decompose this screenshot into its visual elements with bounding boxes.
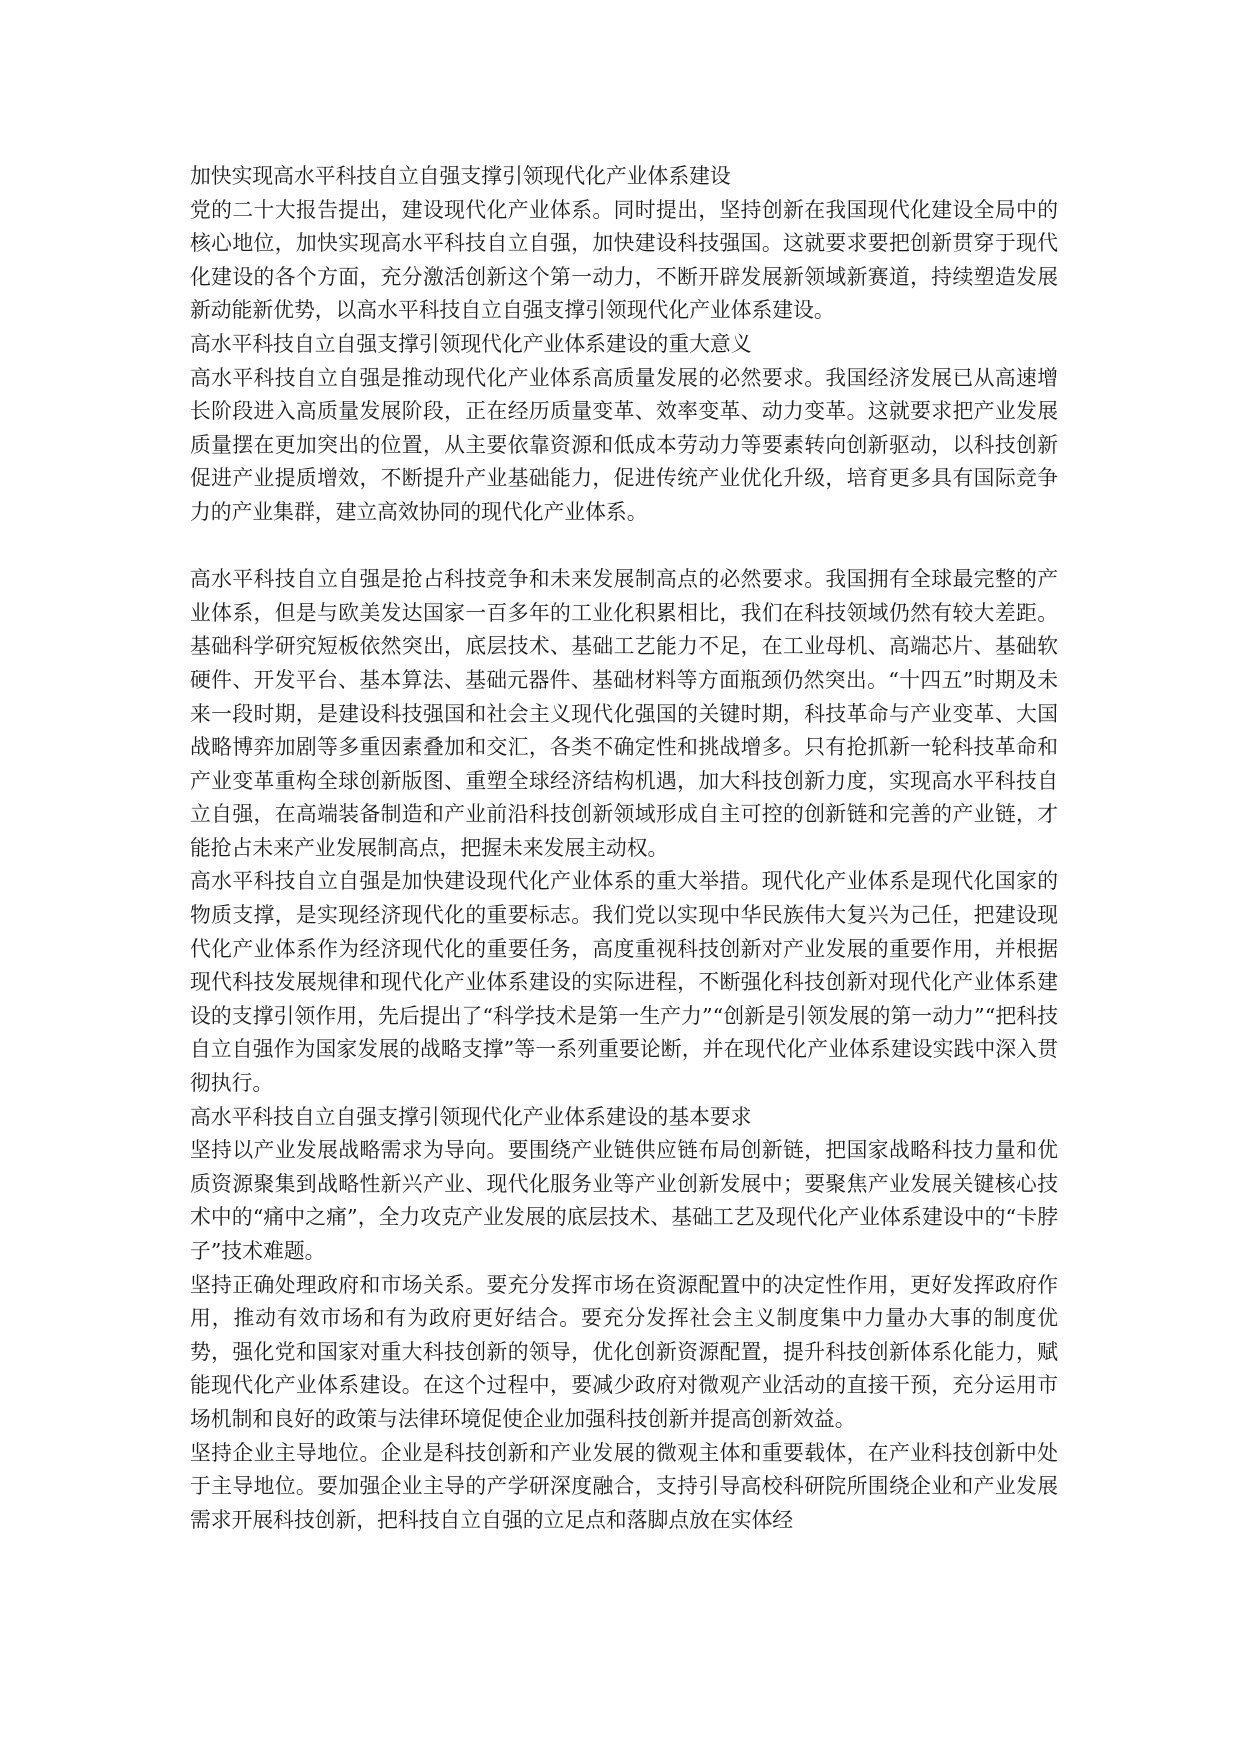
section-heading-significance: 高水平科技自立自强支撑引领现代化产业体系建设的重大意义 [190, 331, 752, 356]
intro-paragraph: 党的二十大报告提出，建设现代化产业体系。同时提出，坚持创新在我国现代化建设全局中的核心地位，加快实现高水平科技自立自强，加快建设科技强国。这就要求要把创新贯穿于现代化建设的各个方面，充分激活创新这个第一动力，不断开辟发展新领域新赛道，持续塑造发展新动能新优势，以高水平科技自立自强支撑引领现代化产业体系建设。 [190, 197, 1058, 323]
body-paragraph: 坚持企业主导地位。企业是科技创新和产业发展的微观主体和重要载体，在产业科技创新中处于主导地位。要加强企业主导的产学研深度融合，支持引导高校科研院所围绕企业和产业发展需求开展科技创新，把科技自立自强的立足点和落脚点放在实体经 [190, 1440, 1058, 1532]
document-page [190, 160, 1058, 1537]
section-heading-requirements: 高水平科技自立自强支撑引领现代化产业体系建设的基本要求 [190, 1104, 752, 1129]
body-paragraph: 坚持以产业发展战略需求为导向。要围绕产业链供应链布局创新链，把国家战略科技力量和优质资源聚集到战略性新兴产业、现代化服务业等产业创新发展中；要聚焦产业发展关键核心技术中的“痛中之痛”，全力攻克产业发展的底层技术、基础工艺及现代化产业体系建设中的“卡脖子”技术难题。 [190, 1138, 1058, 1263]
body-paragraph: 高水平科技自立自强是推动现代化产业体系高质量发展的必然要求。我国经济发展已从高速增长阶段进入高质量发展阶段，正在经历质量变革、效率变革、动力变革。这就要求把产业发展质量摆在更加突出的位置，从主要依靠资源和低成本劳动力等要素转向创新驱动，以科技创新促进产业提质增效，不断提升产业基础能力，促进传统产业优化升级，培育更多具有国际竞争力的产业集群，建立高效协同的现代化产业体系。 [190, 365, 1058, 524]
document-title: 加快实现高水平科技自立自强支撑引领现代化产业体系建设 [190, 164, 731, 188]
paragraph-spacer [190, 530, 1058, 564]
body-paragraph: 高水平科技自立自强是抢占科技竞争和未来发展制高点的必然要求。我国拥有全球最完整的产业体系，但是与欧美发达国家一百多年的工业化积累相比，我们在科技领域仍然有较大差距。基础科学研究短板依然突出，底层技术、基础工艺能力不足，在工业母机、高端芯片、基础软硬件、开发平台、基本算法、基础元器件、基础材料等方面瓶颈仍然突出。“十四五”时期及未来一段时期，是建设科技强国和社会主义现代化强国的关键时期，科技革命与产业变革、大国战略博弈加剧等多重因素叠加和交汇，各类不确定性和挑战增多。只有抢抓新一轮科技革命和产业变革重构全球创新版图、重塑全球经济结构机遇，加大科技创新力度，实现高水平科技自立自强，在高端装备制造和产业前沿科技创新领域形成自主可控的创新链和完善的产业链，才能抢占未来产业发展制高点，把握未来发展主动权。 [190, 567, 1058, 860]
body-paragraph: 高水平科技自立自强是加快建设现代化产业体系的重大举措。现代化产业体系是现代化国家的物质支撑，是实现经济现代化的重要标志。我们党以实现中华民族伟大复兴为己任，把建设现代化产业体系作为经济现代化的重要任务，高度重视科技创新对产业发展的重要作用，并根据现代科技发展规律和现代化产业体系建设的实际进程，不断强化科技创新对现代化产业体系建设的支撑引领作用，先后提出了“科学技术是第一生产力”“创新是引领发展的第一动力”“把科技自立自强作为国家发展的战略支撑”等一系列重要论断，并在现代化产业体系建设实践中深入贯彻执行。 [190, 869, 1058, 1096]
body-paragraph: 坚持正确处理政府和市场关系。要充分发挥市场在资源配置中的决定性作用，更好发挥政府作用，推动有效市场和有为政府更好结合。要充分发挥社会主义制度集中力量办大事的制度优势，强化党和国家对重大科技创新的领导，优化创新资源配置，提升科技创新体系化能力，赋能现代化产业体系建设。在这个过程中，要减少政府对微观产业活动的直接干预，充分运用市场机制和良好的政策与法律环境促使企业加强科技创新并提高创新效益。 [190, 1272, 1058, 1431]
